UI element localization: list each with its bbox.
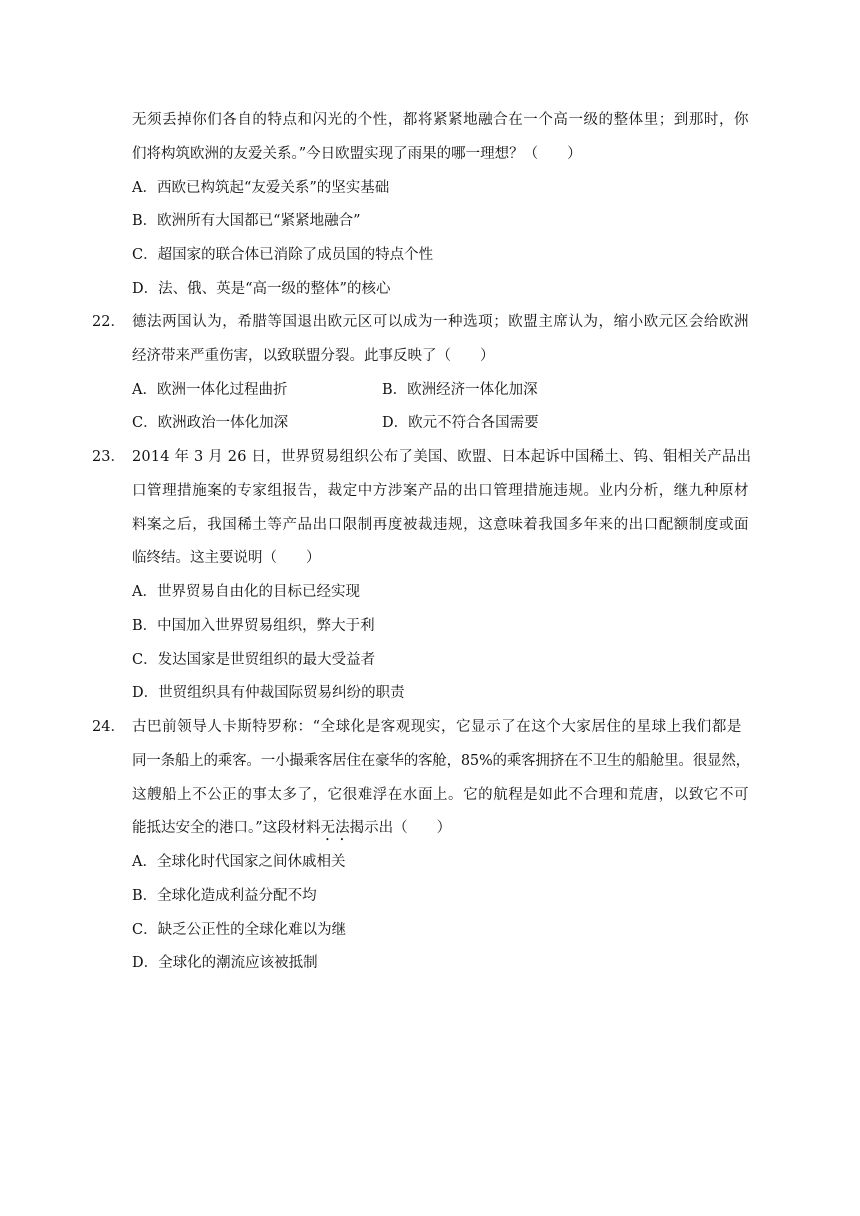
q24-option-c: C．缺乏公正性的全球化难以为继 <box>132 922 347 938</box>
q24-emphasized-word: 无法 <box>320 820 350 836</box>
q23-stem-line-1: 2014 年 3 月 26 日，世界贸易组织公布了美国、欧盟、日本起诉中国稀土、钨、钼相关产品出 <box>132 449 752 465</box>
q24-option-d: D．全球化的潮流应该被抵制 <box>132 955 318 971</box>
q24-stem-line-4-part-b: 揭示出（ ） <box>349 820 452 836</box>
q24-stem-line-4 <box>132 818 451 844</box>
q22-option-b: B．欧洲经济一体化加深 <box>382 382 538 398</box>
q23-stem-line-4: 临终结。这主要说明（ ） <box>132 550 321 566</box>
q23-option-b: B．中国加入世界贸易组织，弊大于利 <box>132 618 375 634</box>
q24-stem-line-1: 古巴前领导人卡斯特罗称：“全球化是客观现实，它显示了在这个大家居住的星球上我们都是 <box>132 719 742 735</box>
q24-option-a: A．全球化时代国家之间休戚相关 <box>132 854 346 870</box>
q23-stem-line-2: 口管理措施案的专家组报告，裁定中方涉案产品的出口管理措施违规。业内分析，继九种原材 <box>132 483 750 499</box>
q23-stem-line-3: 料案之后，我国稀土等产品出口限制再度被裁违规，这意味着我国多年来的出口配额制度或面 <box>132 517 750 533</box>
q21-option-a: A．西欧已构筑起“友爱关系”的坚实基础 <box>132 180 390 196</box>
q21-option-c: C．超国家的联合体已消除了成员国的特点个性 <box>132 247 434 263</box>
q21-stem-line-1: 无须丢掉你们各自的特点和闪光的个性，都将紧紧地融合在一个高一级的整体里；到那时，你 <box>132 112 750 128</box>
q22-number: 22． <box>92 314 125 330</box>
q24-option-b: B．全球化造成利益分配不均 <box>132 888 317 904</box>
q22-stem-line-2: 经济带来严重伤害，以致联盟分裂。此事反映了（ ） <box>132 348 495 364</box>
q24-stem-line-4-part-a: 能抵达安全的港口。”这段材料 <box>132 820 321 836</box>
q22-option-a: A．欧洲一体化过程曲折 <box>132 382 288 398</box>
q24-number: 24． <box>92 719 125 735</box>
q23-option-c: C．发达国家是世贸组织的最大受益者 <box>132 652 376 668</box>
q22-option-d: D．欧元不符合各国需要 <box>382 415 539 431</box>
q24-stem-line-3: 这艘船上不公正的事太多了，它很难浮在水面上。它的航程是如此不合理和荒唐，以致它不可 <box>132 787 750 803</box>
q22-stem-line-1: 德法两国认为，希腊等国退出欧元区可以成为一种选项；欧盟主席认为，缩小欧元区会给欧洲 <box>132 314 750 330</box>
q23-number: 23． <box>92 449 125 465</box>
q23-option-d: D．世贸组织具有仲裁国际贸易纠纷的职责 <box>132 685 405 701</box>
q21-stem-line-2: 们将构筑欧洲的友爱关系。”今日欧盟实现了雨果的哪一理想？（ ） <box>132 146 582 162</box>
q21-option-b: B．欧洲所有大国都已“紧紧地融合” <box>132 213 361 229</box>
q24-stem-line-2: 同一条船上的乘客。一小撮乘客居住在豪华的客舱，85%的乘客拥挤在不卫生的船舱里。很显然， <box>132 753 750 769</box>
q23-option-a: A．世界贸易自由化的目标已经实现 <box>132 584 360 600</box>
q21-option-d: D．法、俄、英是“高一级的整体”的核心 <box>132 281 391 297</box>
q22-option-c: C．欧洲政治一体化加深 <box>132 415 289 431</box>
